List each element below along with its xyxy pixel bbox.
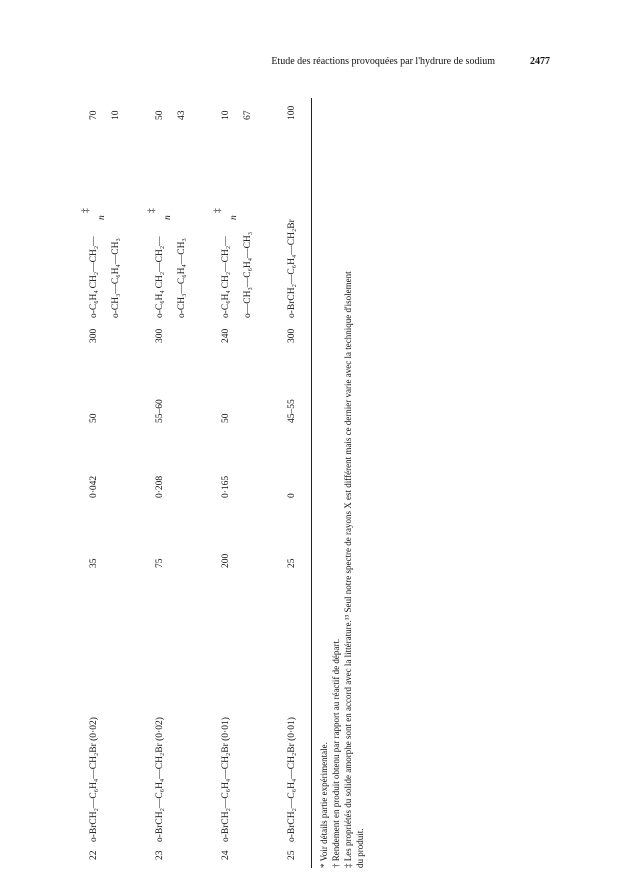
footnote: ‡ Les propriétés du solide amorphe sont en accord avec la littérature.¹³ Seul notre spectre de rayons X est différent mais ce dernier varie avec la technique d'isolement	[343, 271, 353, 868]
ratio: 0	[287, 493, 297, 498]
running-header-title: Etude des réactions provoquées par l'hydrure de sodium	[271, 56, 495, 67]
table-bottom-rule	[311, 98, 312, 868]
table-row	[213, 98, 291, 868]
ratio: 0·208	[155, 475, 165, 498]
footnote: * Voir détails partie expérimentale.	[319, 742, 329, 868]
product-formula: o-BrCH₂—C₆H₄—CH₂Br	[287, 219, 297, 318]
footnote: du produit.	[355, 828, 365, 868]
byproduct-yield: 67	[243, 110, 253, 120]
byproduct-formula: o-CH₃—C₆H₄—CH₃	[111, 238, 121, 318]
footnote-mark: ‡	[81, 208, 91, 213]
time: 55–60	[155, 399, 165, 423]
product-formula: o-C₆H₄ CH₂—CH₂—	[89, 236, 99, 318]
time: 50	[221, 413, 231, 423]
footnote: † Rendement en produit obtenu par rapport au réactif de départ.	[331, 638, 341, 868]
table-row	[147, 98, 225, 868]
time: 45–55	[287, 399, 297, 423]
reactant: o-BrCH₂—C₆H₄—CH₂Br (0·01)	[221, 717, 231, 842]
table-row	[81, 98, 159, 868]
yield: 70	[89, 110, 99, 120]
product-formula: o-C₆H₄ CH₂—CH₂—	[155, 236, 165, 318]
polymer-index: n	[163, 215, 173, 220]
polymer-index: n	[229, 215, 239, 220]
max-temperature: 300	[89, 328, 99, 343]
max-temperature: 300	[287, 328, 297, 343]
byproduct-formula: o—CH₃—C₆H₄—CH₃	[243, 231, 253, 318]
temperature: 25	[287, 558, 297, 568]
temperature: 75	[155, 558, 165, 568]
row-number: 25	[287, 850, 297, 860]
rotated-table	[75, 88, 595, 868]
product-formula: o-C₆H₄ CH₂—CH₂—	[221, 236, 231, 318]
reactant: o-BrCH₂—C₆H₄—CH₂Br (0·02)	[89, 717, 99, 842]
footnote-mark: ‡	[213, 208, 223, 213]
byproduct-yield: 43	[177, 110, 187, 120]
yield: 100	[287, 105, 297, 120]
page-number: 2477	[530, 56, 550, 67]
ratio: 0·042	[89, 475, 99, 498]
reactant: o-BrCH₂—C₆H₄—CH₂Br (0·02)	[155, 717, 165, 842]
byproduct-yield: 10	[111, 110, 121, 120]
row-number: 24	[221, 850, 231, 860]
yield: 10	[221, 110, 231, 120]
time: 50	[89, 413, 99, 423]
ratio: 0·165	[221, 475, 231, 498]
byproduct-formula: o-CH₃—C₆H₄—CH₃	[177, 238, 187, 318]
footnote-mark: ‡	[147, 208, 157, 213]
reactant: o-BrCH₂—C₆H₄—CH₂Br (0·01)	[287, 717, 297, 842]
polymer-index: n	[97, 215, 107, 220]
yield: 50	[155, 110, 165, 120]
max-temperature: 240	[221, 328, 231, 343]
max-temperature: 300	[155, 328, 165, 343]
temperature: 35	[89, 558, 99, 568]
row-number: 22	[89, 850, 99, 860]
row-number: 23	[155, 850, 165, 860]
temperature: 200	[221, 553, 231, 568]
